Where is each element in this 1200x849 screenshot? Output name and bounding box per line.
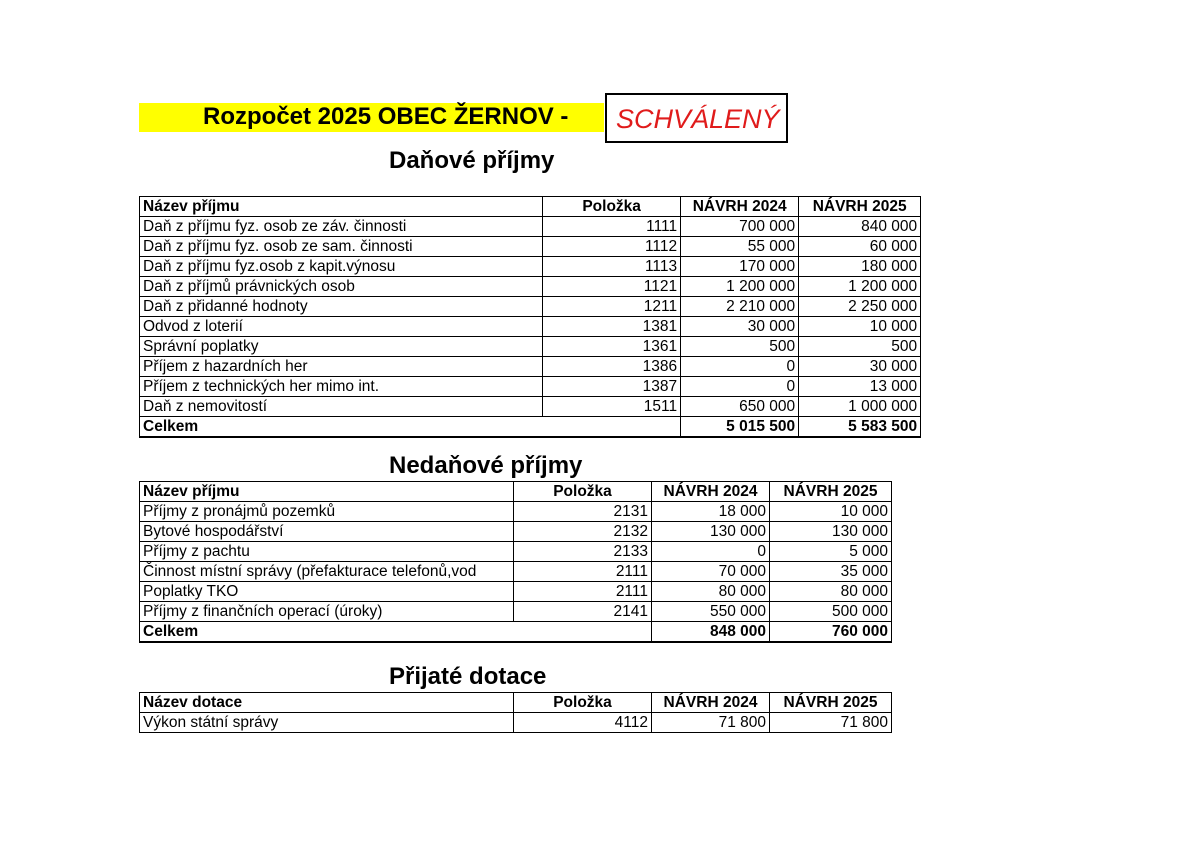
total-row: [140, 417, 921, 438]
row-name: Daň z nemovitostí: [140, 397, 416, 417]
total-navrh-2024: 5 015 500: [681, 417, 799, 438]
row-polozka: 1386: [543, 357, 681, 377]
header-navrh-2025: NÁVRH 2025: [770, 482, 892, 502]
header-name: Název příjmu: [140, 482, 387, 502]
row-name: Příjmy z finančních operací (úroky): [140, 602, 387, 622]
table-row: [140, 297, 921, 317]
row-navrh-2025: 30 000: [799, 357, 921, 377]
row-polozka: 1387: [543, 377, 681, 397]
row-name: Příjmy z pachtu: [140, 542, 387, 562]
table-nedanove-prijmy: [139, 481, 892, 643]
row-navrh-2024: 0: [652, 542, 770, 562]
row-polozka: 1121: [543, 277, 681, 297]
row-polozka: 2141: [514, 602, 652, 622]
row-polozka: 1111: [543, 217, 681, 237]
row-name: Příjem z technických her mimo int.: [140, 377, 416, 397]
row-name: Daň z příjmu fyz.osob z kapit.výnosu: [140, 257, 416, 277]
section-heading-nedanove: Nedaňové příjmy: [389, 452, 583, 479]
table-row: [140, 277, 921, 297]
row-polozka: 2133: [514, 542, 652, 562]
row-navrh-2024: 170 000: [681, 257, 799, 277]
approval-stamp-text: SCHVÁLENÝ: [616, 104, 780, 134]
row-navrh-2024: 18 000: [652, 502, 770, 522]
table-header-row: [140, 197, 921, 217]
row-name: Daň z příjmů právnických osob: [140, 277, 416, 297]
section-heading-dotace: Přijaté dotace: [389, 663, 547, 690]
table-row: [140, 562, 892, 582]
table-row: [140, 317, 921, 337]
header-navrh-2025: NÁVRH 2025: [770, 693, 892, 713]
row-name: Příjmy z pronájmů pozemků: [140, 502, 387, 522]
row-name: Činnost místní správy (přefakturace telefonů,vod: [140, 562, 514, 582]
table-row: [140, 582, 892, 602]
total-navrh-2025: 5 583 500: [799, 417, 921, 438]
row-polozka: 1381: [543, 317, 681, 337]
row-navrh-2025: 10 000: [799, 317, 921, 337]
row-navrh-2025: 2 250 000: [799, 297, 921, 317]
row-navrh-2024: 130 000: [652, 522, 770, 542]
table-row: [140, 542, 892, 562]
section-heading-danove: Daňové příjmy: [389, 147, 555, 174]
row-polozka: 2111: [514, 582, 652, 602]
row-navrh-2024: 80 000: [652, 582, 770, 602]
row-navrh-2024: 71 800: [652, 713, 770, 733]
row-name: Daň z přidanné hodnoty: [140, 297, 416, 317]
table-row: [140, 397, 921, 417]
row-name: Daň z příjmu fyz. osob ze sam. činnosti: [140, 237, 416, 257]
row-navrh-2024: 55 000: [681, 237, 799, 257]
row-navrh-2024: 500: [681, 337, 799, 357]
approval-stamp: [605, 93, 788, 143]
row-name: Správní poplatky: [140, 337, 416, 357]
row-polozka: 2132: [514, 522, 652, 542]
header-name: Název dotace: [140, 693, 387, 713]
header-polozka: Položka: [543, 197, 681, 217]
row-navrh-2025: 500: [799, 337, 921, 357]
table-row: [140, 502, 892, 522]
table-row: [140, 217, 921, 237]
header-navrh-2024: NÁVRH 2024: [652, 693, 770, 713]
row-polozka: 1361: [543, 337, 681, 357]
row-navrh-2025: 180 000: [799, 257, 921, 277]
total-navrh-2024: 848 000: [652, 622, 770, 643]
row-name: Odvod z loterií: [140, 317, 416, 337]
page-title: Rozpočet 2025 OBEC ŽERNOV -: [203, 103, 569, 130]
header-navrh-2024: NÁVRH 2024: [652, 482, 770, 502]
row-navrh-2025: 10 000: [770, 502, 892, 522]
row-navrh-2025: 80 000: [770, 582, 892, 602]
row-navrh-2025: 35 000: [770, 562, 892, 582]
header-navrh-2024: NÁVRH 2024: [681, 197, 799, 217]
row-navrh-2025: 840 000: [799, 217, 921, 237]
row-name: Daň z příjmu fyz. osob ze záv. činnosti: [140, 217, 416, 237]
total-label: Celkem: [140, 622, 652, 643]
total-navrh-2025: 760 000: [770, 622, 892, 643]
row-navrh-2025: 13 000: [799, 377, 921, 397]
row-navrh-2024: 0: [681, 357, 799, 377]
row-polozka: 1113: [543, 257, 681, 277]
row-polozka: 1511: [543, 397, 681, 417]
table-row: [140, 257, 921, 277]
table-header-row: [140, 693, 892, 713]
row-navrh-2024: 30 000: [681, 317, 799, 337]
row-navrh-2025: 130 000: [770, 522, 892, 542]
table-row: [140, 337, 921, 357]
table-header-row: [140, 482, 892, 502]
header-polozka: Položka: [514, 693, 652, 713]
row-navrh-2025: 71 800: [770, 713, 892, 733]
row-navrh-2024: 2 210 000: [681, 297, 799, 317]
row-navrh-2025: 60 000: [799, 237, 921, 257]
table-row: [140, 522, 892, 542]
table-row: [140, 713, 892, 733]
row-navrh-2024: 550 000: [652, 602, 770, 622]
table-row: [140, 237, 921, 257]
table-row: [140, 357, 921, 377]
table-danove-prijmy: [139, 196, 921, 438]
header-name: Název příjmu: [140, 197, 416, 217]
row-navrh-2024: 700 000: [681, 217, 799, 237]
row-navrh-2025: 1 200 000: [799, 277, 921, 297]
row-polozka: 4112: [514, 713, 652, 733]
row-polozka: 1211: [543, 297, 681, 317]
row-navrh-2024: 0: [681, 377, 799, 397]
row-name: Příjem z hazardních her: [140, 357, 416, 377]
row-navrh-2024: 650 000: [681, 397, 799, 417]
header-polozka: Položka: [514, 482, 652, 502]
table-row: [140, 377, 921, 397]
table-prijate-dotace: [139, 692, 892, 733]
total-label: Celkem: [140, 417, 681, 438]
row-name: Výkon státní správy: [140, 713, 387, 733]
header-navrh-2025: NÁVRH 2025: [799, 197, 921, 217]
row-name: Bytové hospodářství: [140, 522, 387, 542]
row-navrh-2024: 70 000: [652, 562, 770, 582]
row-polozka: 2111: [514, 562, 652, 582]
table-row: [140, 602, 892, 622]
row-navrh-2025: 1 000 000: [799, 397, 921, 417]
total-row: [140, 622, 892, 643]
row-navrh-2025: 500 000: [770, 602, 892, 622]
row-polozka: 1112: [543, 237, 681, 257]
row-name: Poplatky TKO: [140, 582, 387, 602]
row-navrh-2024: 1 200 000: [681, 277, 799, 297]
row-polozka: 2131: [514, 502, 652, 522]
row-navrh-2025: 5 000: [770, 542, 892, 562]
